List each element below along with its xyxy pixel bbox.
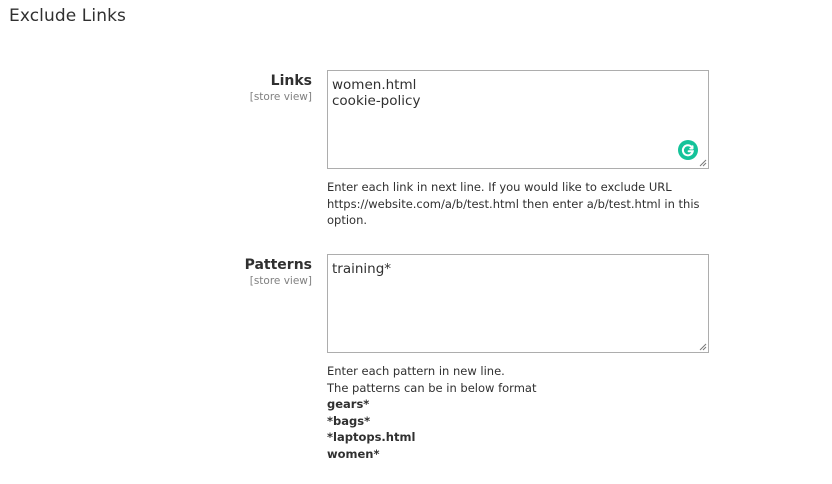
patterns-textarea[interactable]: [327, 254, 709, 353]
pattern-example: *bags*: [327, 413, 371, 428]
resize-handle-icon[interactable]: [699, 159, 707, 167]
pattern-example: women*: [327, 446, 380, 461]
patterns-textarea-value: training*: [332, 261, 392, 277]
resize-handle-icon[interactable]: [699, 343, 707, 351]
pattern-example: gears*: [327, 397, 370, 411]
links-textarea-value: women.html cookie-policy: [332, 77, 421, 109]
patterns-note: [327, 363, 707, 462]
patterns-note-line: Enter each pattern in new line.: [327, 364, 505, 378]
pattern-example: *laptops.html: [327, 430, 416, 444]
patterns-label-group: [245, 256, 312, 288]
patterns-note-line: The patterns can be in below format: [327, 380, 537, 395]
grammarly-icon[interactable]: [678, 140, 698, 160]
links-note: Enter each link in next line. If you would like to exclude URL https://website.com/a/b/test.html then enter a/b/test.html in this option.: [327, 180, 700, 227]
patterns-label: Patterns: [244, 257, 312, 273]
links-label: Links: [270, 73, 312, 89]
links-scope: [store view]: [249, 91, 312, 103]
links-label-group: [250, 72, 312, 104]
section-title: Exclude Links: [9, 6, 126, 26]
patterns-scope: [store view]: [249, 275, 312, 287]
links-textarea[interactable]: [327, 70, 709, 169]
